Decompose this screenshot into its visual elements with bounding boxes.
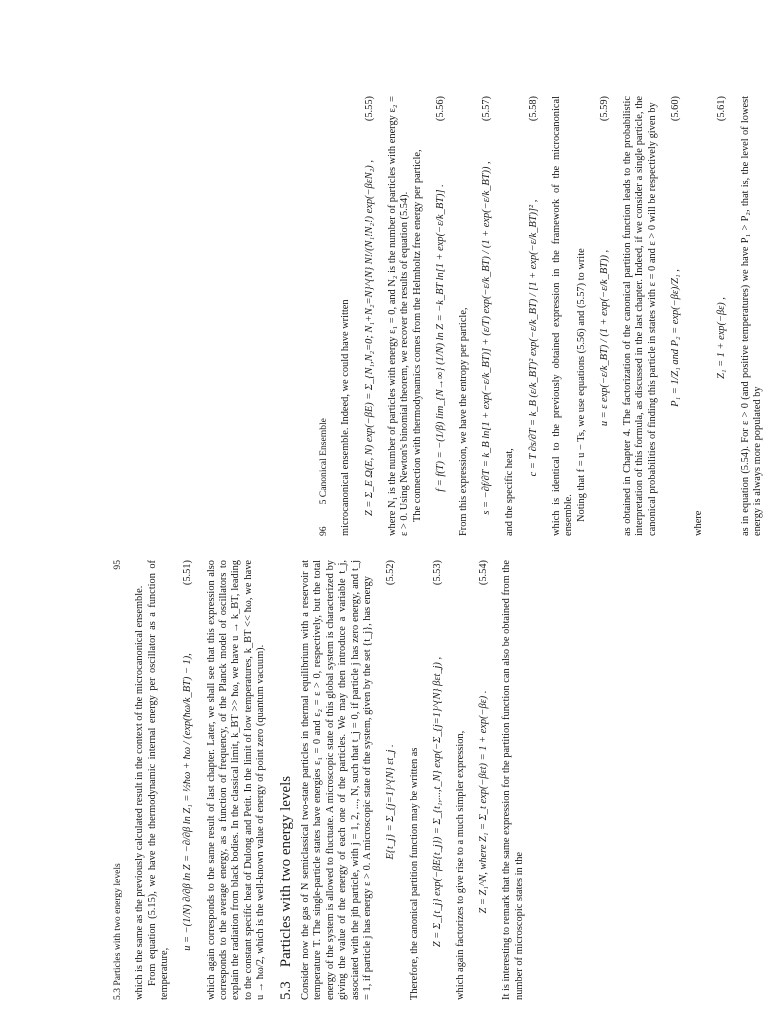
equation-number: (5.52) <box>385 560 397 586</box>
equation-body: u = ε exp(−ε/k_BT) / (1 + exp(−ε/k_BT)) , <box>598 249 610 427</box>
running-head <box>112 560 124 1000</box>
paragraph: It is interesting to remark that the same expression for the partition function can also be obtained from the number of microscopic states in the <box>501 560 525 1000</box>
section-heading <box>277 560 294 1000</box>
equation-body: P₁ = 1/Z₁ and P₂ = exp(−βε)/Z₁ , <box>670 269 682 407</box>
running-head <box>318 96 330 536</box>
paragraph: and the specific heat, <box>504 448 516 536</box>
paragraph: Consider now the gas of N semiclassical two-state particles in thermal equilibrium with a reservoir at temperature T. The single-particle states have energies ε₁ = 0 and ε₂ = ε > 0, respectively, but the total energy of the system is allowed to fluctuate. A microscopic state of this global system is characterized by giving the value of the energy of each one of the particles. We may then introduce a variable t_j, associated with the jth particle, with j = 1, 2, ..., N, such that t_j = 0, if particle j has zero energy, and t_j = 1, if particle j has energy ε > 0. A microscopic state of the system, given by the set {t_j}, has energy <box>300 560 374 1000</box>
paragraph: where <box>693 510 705 536</box>
running-head-title: 5.3 Particles with two energy levels <box>112 863 123 1000</box>
equation-number: (5.61) <box>716 96 728 122</box>
equation-5-53 <box>427 560 449 1000</box>
equation-number: (5.55) <box>363 96 375 122</box>
equation-body: E{t_j} = Σ_{j=1}^{N} εt_j . <box>385 744 397 860</box>
equation-number: (5.56) <box>434 96 446 122</box>
equation-number: (5.54) <box>478 560 490 586</box>
page-number: 96 <box>318 526 329 536</box>
equation-5-56 <box>430 96 452 536</box>
paragraph: where N₁ is the number of particles with energy ε₁ = 0, and N₂ is the number of particles with energy ε₂ = ε > 0. Using Newton's binomial theorem, we recover the results of equation (5.54). <box>386 96 411 536</box>
equation-5-52 <box>381 560 403 1000</box>
equation-5-54 <box>473 560 495 1000</box>
paragraph: which is the same as the previously calculated result in the context of the microcanonical ensemble. <box>134 585 146 1000</box>
equation-number: (5.59) <box>598 96 610 122</box>
equation-number: (5.53) <box>431 560 443 586</box>
equation-5-58 <box>523 96 545 536</box>
paragraph: as obtained in Chapter 4. The factorization of the canonical partition function leads to the probabilistic interpretation of this formula, as discussed in the last chapter. Indeed, if we consider a single particle, the canonical probabilities of finding this particle in states with ε = 0 and ε > 0 will be respectively given by <box>622 96 658 536</box>
equation-body: c = T ∂s/∂T = k_B (ε/k_BT)² exp(−ε/k_BT) / [1 + exp(−ε/k_BT)]² , <box>527 199 539 477</box>
equation-body: s = −∂f/∂T = k_B ln[1 + exp(−ε/k_BT)] + (ε/T) exp(−ε/k_BT) / (1 + exp(−ε/k_BT)) , <box>481 161 493 515</box>
equation-number: (5.57) <box>481 96 493 122</box>
equation-5-60 <box>665 96 687 536</box>
paragraph: The connection with thermodynamics comes from the Helmholtz free energy per particle, <box>411 149 423 522</box>
equation-body: Z = Z₁^N, where Z₁ = Σ_t exp(−βεt) = 1 + exp(−βε) . <box>478 690 490 914</box>
equation-number: (5.58) <box>527 96 539 122</box>
equation-body: Z = Σ_E Ω(E, N) exp(−βE) = Σ_{N₁,N₂=0; N₁+N₂=N}^{N} N!/(N₁!N₂!) exp(−βεN₂) , <box>363 160 375 516</box>
paragraph: which again corresponds to the same result of last chapter. Later, we shall see that this expression also corresponds to the average energy, as a function of frequency, of the Planck model of oscillators to explain the radiation from black bodies. In the classical limit, k_BT >> ħω, we have u → k_BT, leading to the constant specific heat of Dulong and Petit. In the limit of low temperatures, k_BT << ħω, we have u → ħω/2, which is the well-known value of energy of point zero (quantum vacuum). <box>205 560 267 1000</box>
paragraph: which is identical to the previously obtained expression in the framework of the microcanonical ensemble. <box>550 96 575 536</box>
equation-body: Z = Σ_{t_j} exp(−βE{t_j}) = Σ_{t₁,...,t_N} exp(−Σ_{j=1}^{N} βεt_j) , <box>431 656 443 948</box>
section-title: Particles with two energy levels <box>277 775 294 968</box>
book-page-95 <box>112 560 525 1000</box>
section-number: 5.3 <box>277 981 294 1000</box>
paragraph: which again factorizes to give rise to a much simpler expression, <box>454 730 466 1000</box>
running-head-title: 5 Canonical Ensemble <box>318 418 329 505</box>
equation-5-55 <box>359 96 381 536</box>
book-page-96 <box>318 96 764 536</box>
paragraph: microcanonical ensemble. Indeed, we could have written <box>340 299 352 536</box>
equation-number: (5.51) <box>182 560 194 586</box>
paragraph: Therefore, the canonical partition function may be written as <box>408 747 420 1000</box>
equation-5-61 <box>712 96 734 536</box>
paragraph: From this expression, we have the entropy per particle, <box>458 307 470 536</box>
equation-body: u = −(1/N) ∂/∂β ln Z = −∂/∂β ln Z₁ = ½ħω + ħω / (exp(ħω/k_BT) − 1), <box>182 653 194 951</box>
paragraph: as in equation (5.54). For ε > 0 (and positive temperatures) we have P₁ > P₂, that is, the level of lowest energy is always more populated by <box>739 96 764 536</box>
equation-number: (5.60) <box>670 96 682 122</box>
page-number: 95 <box>112 560 123 570</box>
equation-body: Z₁ = 1 + exp(−βε) , <box>716 297 728 379</box>
equation-5-51 <box>178 560 200 1000</box>
equation-body: f = f(T) = −(1/β) lim_{N→∞} (1/N) ln Z = −k_BT ln[1 + exp(−ε/k_BT)] . <box>434 184 446 492</box>
paragraph: Noting that f = u − Ts, we use equations (5.56) and (5.57) to write <box>575 248 587 522</box>
equation-5-59 <box>594 96 616 536</box>
equation-5-57 <box>476 96 498 536</box>
paragraph: From equation (5.15), we have the thermodynamic internal energy per oscillator as a function of temperature, <box>146 560 171 1000</box>
